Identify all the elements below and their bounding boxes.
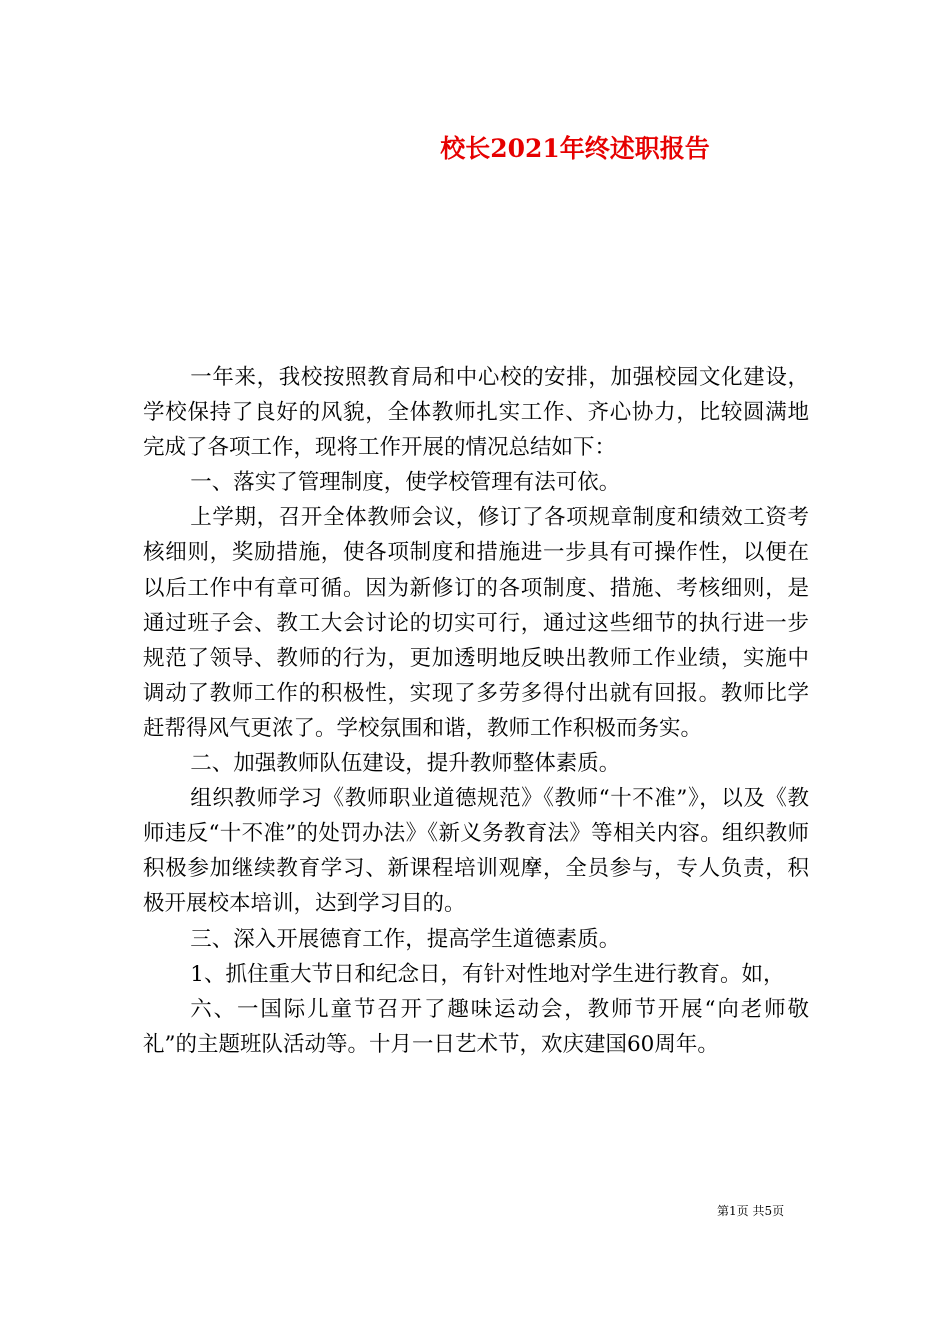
section-heading-2: 二、加强教师队伍建设，提升教师整体素质。: [190, 751, 621, 777]
paragraph-teacher-training: 组织教师学习《教师职业道德规范》《教师“十不准”》，以及《教师违反“十不准”的处罚办法》《新义务教育法》等相关内容。组织教师积极参加继续教育学习、新课程培训观摩，全员参与，专人负责，积极开展校本培训，达到学习目的。: [143, 786, 809, 917]
section-heading-1: 一、落实了管理制度，使学校管理有法可依。: [190, 470, 621, 496]
paragraph-activities: 六、一国际儿童节召开了趣味运动会，教师节开展“向老师敬礼”的主题班队活动等。十月一日艺术节，欢庆建国60周年。: [143, 996, 809, 1057]
paragraph-management: 上学期，召开全体教师会议，修订了各项规章制度和绩效工资考核细则，奖励措施，使各项制度和措施进一步具有可操作性，以便在以后工作中有章可循。因为新修订的各项制度、措施、考核细则，是通过班子会、教工大会讨论的切实可行，通过这些细节的执行进一步规范了领导、教师的行为，更加透明地反映出教师工作业绩，实施中调动了教师工作的积极性，实现了多劳多得付出就有回报。教师比学赶帮得风气更浓了。学校氛围和谐，教师工作积极而务实。: [143, 505, 809, 741]
document-body: [143, 360, 809, 1062]
document-title: 校长2021年终述职报告: [440, 134, 710, 163]
paragraph-intro: 一年来，我校按照教育局和中心校的安排，加强校园文化建设，学校保持了良好的风貌，全体教师扎实工作、齐心协力，比较圆满地完成了各项工作，现将工作开展的情况总结如下：: [143, 365, 809, 461]
page-number: 第1页 共5页: [717, 1204, 785, 1218]
paragraph-holidays: 1、抓住重大节日和纪念日，有针对性地对学生进行教育。如，: [190, 961, 785, 987]
section-heading-3: 三、深入开展德育工作，提高学生道德素质。: [190, 926, 621, 952]
